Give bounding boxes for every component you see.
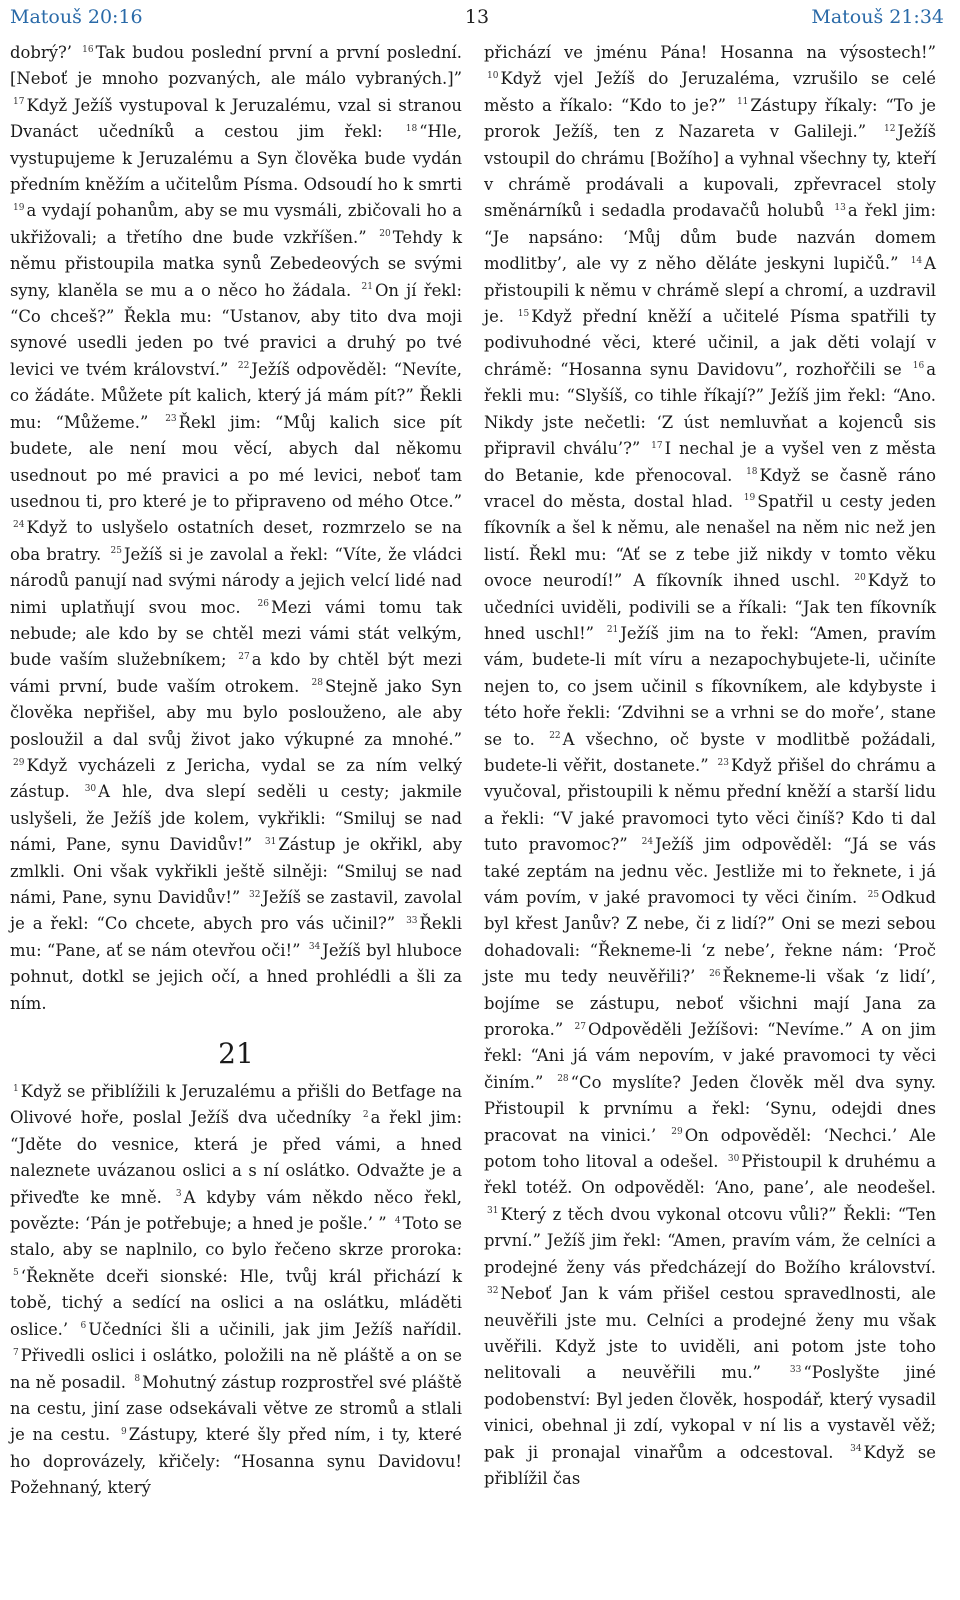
verse-number: 23 <box>717 757 729 768</box>
verse-text: a řekli mu: “Slyšíš, co tihle říkají?” Ježíš jim řekl: “Ano. Nikdy jste nečetli: ‘Z úst nemluvňat a kojenců sis připravil chválu’?” <box>484 359 936 459</box>
verse-text: A přistoupili k němu v chrámě slepí a chromí, a uzdravil je. <box>484 254 936 327</box>
header-left-reference[interactable]: Matouš 20:16 <box>10 6 143 28</box>
verse-number: 26 <box>709 968 721 979</box>
verse-text: Ježíš byl hluboce pohnut, dotkl se jejich očí, a hned prohlédli a šli za ním. <box>10 940 462 1013</box>
verse-text: Když se přiblížili k Jeruzalému a přišli do Betfage na Olivové hoře, poslal Ježíš dva učedníky <box>10 1082 462 1128</box>
verse-number: 32 <box>487 1285 499 1296</box>
verse-text: Když to učedníci uviděli, podivili se a říkali: “Jak ten fíkovník hned uschl!” <box>484 571 936 643</box>
verse-text: “Poslyšte jiné podobenství: Byl jeden člověk, hospodář, který vysadil vinici, obehnal ji zdí, vykopal v ní lis a vystavěl věž; pak ji pronajal vinařům a odcestoval. <box>484 1363 936 1462</box>
verse-number: 28 <box>311 678 323 689</box>
verse-number: 19 <box>743 493 756 504</box>
chapter-heading: 21 <box>218 1037 254 1071</box>
page-number: 13 <box>464 6 490 28</box>
chapter-21-continued-text <box>484 40 936 1492</box>
verse-number: 23 <box>165 414 177 425</box>
verse-number: 27 <box>238 651 250 662</box>
verse-number: 7 <box>13 1347 19 1358</box>
verse-text: Zástupy říkaly: “To je prorok Ježíš, ten z Nazareta v Galileji.” <box>484 95 936 142</box>
verse-number: 19 <box>13 202 25 213</box>
verse-number: 22 <box>237 361 250 372</box>
verse-text: Toto se stalo, aby se naplnilo, co bylo řečeno skrze proroka: <box>10 1214 462 1260</box>
verse-number: 33 <box>406 915 418 926</box>
verse-text: A hle, dva slepí seděli u cesty; jakmile uslyšeli, že Ježíš jde kolem, vykřikli: “Smiluj se nad námi, Pane, synu Davidův!” <box>10 782 463 855</box>
verse-text: Odkud byl křest Janův? Z nebe, či z lidí?” Oni se mezi sebou dohadovali: “Řekneme-li ‘z nebe’, řekne nám: ‘Proč jste mu tedy neuvěřili?’ <box>484 888 936 987</box>
verse-text: A všechno, oč byste v modlitbě požádali, budete-li věřit, dostanete.” <box>484 729 936 775</box>
verse-number: 33 <box>789 1364 802 1375</box>
verse-number: 26 <box>257 599 269 610</box>
verse-text: přichází ve jménu Pána! Hosanna na výsostech!” <box>484 43 936 62</box>
verse-text: Ježíš se zastavil, zavolal je a řekl: “Co chcete, abych pro vás učinil?” <box>10 888 462 934</box>
verse-number: 4 <box>394 1215 401 1226</box>
verse-text: Ježíš si je zavolal a řekl: “Víte, že vládci národů panují nad svými národy a jejich velcí lidé nad nimi uplatňují svou moc. <box>10 544 463 617</box>
verse-text: Odpověděli Ježíšovi: “Nevíme.” A on jim řekl: “Ani já vám nepovím, v jaké pravomoci ty věci činím.” <box>484 1020 937 1092</box>
verse-text: dobrý?’ <box>10 43 80 62</box>
verse-number: 29 <box>13 757 25 768</box>
verse-text: a řekl jim: “Je napsáno: ‘Můj dům bude nazván domem modlitby’, ale vy z něho děláte jeskyni lupičů.” <box>484 201 936 274</box>
verse-text: Učedníci šli a učinili, jak jim Ježíš nařídil. <box>88 1319 462 1339</box>
verse-number: 28 <box>557 1074 569 1085</box>
verse-number: 30 <box>84 783 97 794</box>
verse-number: 2 <box>362 1109 369 1120</box>
verse-text: Přivedli oslici i oslátko, položili na ně pláště a on se na ně posadil. <box>10 1346 462 1392</box>
verse-number: 9 <box>120 1426 127 1437</box>
verse-text: I nechal je a vyšel ven z města do Betanie, kde přenocoval. <box>484 439 937 485</box>
verse-number: 10 <box>487 70 499 81</box>
verse-number: 6 <box>80 1321 87 1332</box>
verse-text: Zástupy, které šly před ním, i ty, které ho doprovázely, křičely: “Hosanna synu Davidovu! Požehnaný, který <box>10 1425 462 1498</box>
verse-text: Řekl jim: “Můj kalich sice pít budete, ale není mou věcí, abych dal někomu usednout po mé pravici a po mé levici, neboť tam usednou ti, pro které je to připraveno od mého Otce.” <box>10 412 462 511</box>
verse-number: 1 <box>13 1083 19 1094</box>
verse-text: Když vycházeli z Jericha, vydal se za ním velký zástup. <box>10 755 462 802</box>
verse-text: Ježíš jim na to řekl: “Amen, pravím vám, budete-li mít víru a nezapochybujete-li, učiníte nejen to, co jsem učinil s fíkovníkem, ale kdybyste i této hoře řekli: ‘Zdvihni se a vrhni se do moře’, stane se to. <box>484 623 936 749</box>
verse-number: 34 <box>850 1444 862 1455</box>
running-header <box>10 4 944 30</box>
verse-text: On jí řekl: “Co chceš?” Řekla mu: “Ustanov, aby tito dva moji synové usedli jeden po tvé pravici a druhý po tvé levici ve tvém království.” <box>10 280 462 379</box>
verse-text: Neboť Jan k vám přišel cestou spravedlnosti, ale neuvěřili jste mu. Celníci a prodejné ženy mu však uvěřili. Když jste to uviděli, ani potom jste toho nelitovali a neuvěřili mu.” <box>484 1284 936 1383</box>
verse-text: A kdyby vám někdo něco řekl, povězte: ‘Pán je potřebuje; a hned je pošle.’ ” <box>10 1187 462 1234</box>
verse-text: Tak budou poslední první a první poslední. [Neboť je mnoho pozvaných, ale málo vybraných.]” <box>10 43 463 89</box>
verse-number: 34 <box>308 942 321 953</box>
verse-number: 16 <box>82 44 94 55</box>
header-right-reference[interactable]: Matouš 21:34 <box>811 6 944 28</box>
verse-number: 25 <box>867 889 880 900</box>
verse-number: 21 <box>361 282 373 293</box>
verse-text: Ježíš odpověděl: “Nevíte, co žádáte. Můžete pít kalich, který já mám pít?” Řekli mu: “Můžeme.” <box>10 359 462 432</box>
verse-text: Spatřil u cesty jeden fíkovník a šel k němu, ale nenašel na něm nic než jen listí. Řekl mu: “Ať se z tebe již nikdy v tomto věku ovoce neurodí!” A fíkovník ihned uschl. <box>484 491 936 591</box>
verse-text: Přistoupil k druhému a řekl totéž. On odpověděl: ‘Ano, pane’, ale neodešel. <box>484 1152 936 1198</box>
right-column <box>484 40 936 1492</box>
verse-number: 24 <box>13 519 25 530</box>
chapter-21-text <box>10 1079 462 1502</box>
verse-number: 20 <box>854 572 866 583</box>
verse-number: 14 <box>910 255 923 266</box>
verse-number: 18 <box>405 123 418 134</box>
verse-text: Když vjel Ježíš do Jeruzaléma, vzrušilo se celé město a říkalo: “Kdo to je?” <box>484 69 936 115</box>
verse-text: Mezi vámi tomu tak nebude; ale kdo by se chtěl mezi vámi stát velkým, bude vaším služebníkem; <box>10 597 463 670</box>
verse-text: Když se přiblížil čas <box>484 1442 936 1488</box>
verse-text: “Co myslíte? Jeden člověk měl dva syny. Přistoupil k prvnímu a řekl: ‘Synu, odejdi dnes pracovat na vinici.’ <box>484 1072 936 1145</box>
verse-number: 31 <box>264 836 277 847</box>
verse-number: 17 <box>13 97 25 108</box>
verse-number: 16 <box>912 361 925 372</box>
verse-text: Když přišel do chrámu a vyučoval, přistoupili k němu přední kněží a starší lidu a řekli: “V jaké pravomoci tyto věci činíš? Kdo ti dal tuto pravomoc?” <box>484 755 936 855</box>
verse-text: Když Ježíš vystupoval k Jeruzalému, vzal si stranou Dvanáct učedníků a cestou jim řekl: <box>10 95 462 142</box>
verse-text: “Hle, vystupujeme k Jeruzalému a Syn člověka bude vydán předním kněžím a učitelům Písma. Odsoudí ho k smrti <box>10 122 462 195</box>
verse-number: 8 <box>134 1374 141 1385</box>
verse-number: 20 <box>379 229 391 240</box>
verse-text: a kdo by chtěl být mezi vámi první, bude vaším otrokem. <box>10 650 462 696</box>
verse-text: Když to uslyšelo ostatních deset, rozmrzelo se na oba bratry. <box>10 518 462 564</box>
left-column <box>10 40 462 1502</box>
verse-number: 29 <box>671 1127 683 1138</box>
verse-number: 5 <box>13 1268 19 1279</box>
verse-text: ‘Řekněte dceři sionské: Hle, tvůj král přichází k tobě, tichý a sedící na oslici a na oslátku, mláděti oslice.’ <box>10 1266 462 1339</box>
verse-text: Řekli mu: “Pane, ať se nám otevřou oči!” <box>10 914 462 960</box>
verse-number: 13 <box>834 202 846 213</box>
verse-number: 17 <box>651 440 663 451</box>
verse-text: Tehdy k němu přistoupila matka synů Zebedeových se svými syny, klaněla se mu a o něco ho žádala. <box>10 227 462 300</box>
verse-text: a řekl jim: “Jděte do vesnice, která je před vámi, a hned naleznete uvázanou oslici a s ní oslátko. Odvažte je a přiveďte ke mně. <box>10 1108 462 1207</box>
verse-number: 27 <box>574 1021 586 1032</box>
verse-text: Ježíš vstoupil do chrámu [Božího] a vyhnal všechny ty, kteří v chrámě prodávali a kupovali, zpřevracel stoly směnárníků i sedadla prodavačů holubů <box>484 122 936 221</box>
verse-text: Když se časně ráno vracel do města, dostal hlad. <box>484 465 936 511</box>
verse-text: On odpověděl: ‘Nechci.’ Ale potom toho litoval a odešel. <box>484 1125 936 1172</box>
verse-number: 31 <box>487 1206 499 1217</box>
verse-number: 15 <box>517 308 530 319</box>
verse-text: Když přední kněží a učitelé Písma spatřili ty podivuhodné věci, které učinil, a jak děti volají v chrámě: “Hosanna synu Davidovu”, rozhořčili se <box>484 307 936 379</box>
verse-number: 25 <box>110 546 122 557</box>
verse-text: Ježíš jim odpověděl: “Já se vás také zeptám na jednu věc. Jestliže mi to řeknete, i já vám povím, v jaké pravomoci ty věci činím. <box>484 835 936 907</box>
verse-number: 32 <box>248 889 261 900</box>
verse-number: 18 <box>746 467 758 478</box>
chapter-20-text <box>10 40 462 1017</box>
verse-number: 30 <box>727 1153 740 1164</box>
verse-number: 12 <box>883 123 896 134</box>
verse-number: 11 <box>736 97 749 108</box>
verse-number: 21 <box>606 625 619 636</box>
verse-text: Stejně jako Syn člověka nepřišel, aby mu bylo poslouženo, ale aby posloužil a dal svůj život jako výkupné za mnohé.” <box>10 676 462 749</box>
verse-number: 24 <box>641 836 654 847</box>
verse-text: Řekneme-li však ‘z lidí’, bojíme se zástupu, neboť všichni mají Jana za proroka.” <box>484 967 937 1040</box>
verse-text: a vydají pohanům, aby se mu vysmáli, zbičovali ho a ukřižovali; a třetího dne bude vzkříšen.” <box>10 201 462 247</box>
verse-text: Zástup je okřikl, aby zmlkli. Oni však vykřikli ještě silněji: “Smiluj se nad námi, Pane, synu Davidův!” <box>10 835 463 907</box>
verse-number: 3 <box>175 1189 182 1200</box>
verse-text: Který z těch dvou vykonal otcovu vůli?” Řekli: “Ten první.” Ježíš jim řekl: “Amen, pravím vám, že celníci a prodejné ženy vás předcházejí do Božího království. <box>484 1204 936 1277</box>
verse-number: 22 <box>549 731 561 742</box>
verse-text: Mohutný zástup rozprostřel své pláště na cestu, jiní zase odsekávali větve ze stromů a stlali je na cestu. <box>10 1372 462 1445</box>
